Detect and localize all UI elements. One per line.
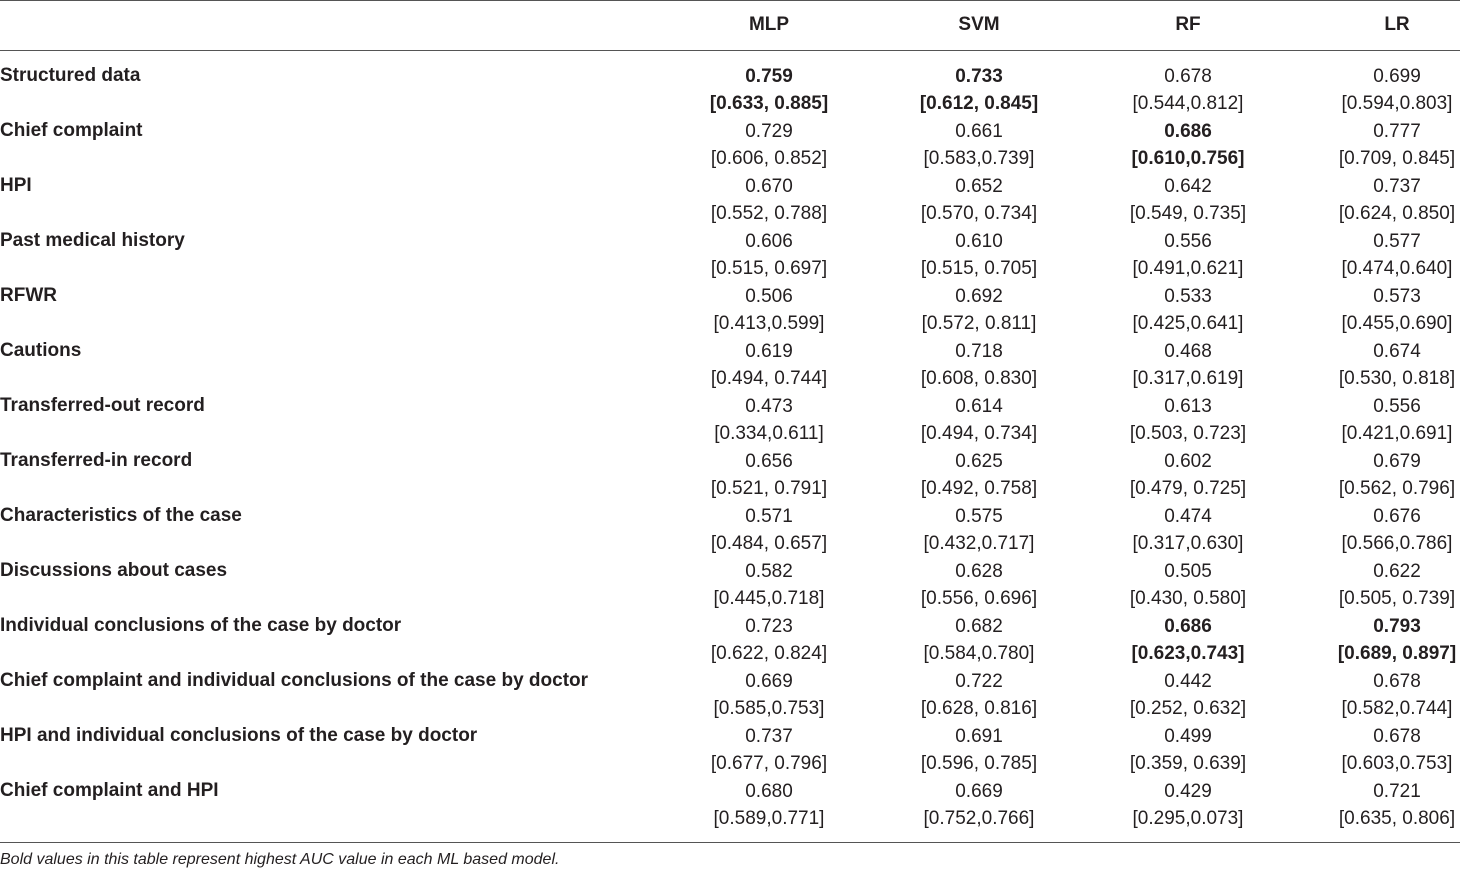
auc-value: 0.686 <box>1164 616 1212 637</box>
confidence-interval: [0.549, 0.735] <box>1129 203 1247 224</box>
confidence-interval: [0.562, 0.796] <box>1338 478 1456 499</box>
auc-value: 0.777 <box>1373 121 1421 142</box>
table-cell <box>1078 448 1298 502</box>
confidence-interval: [0.556, 0.696] <box>920 588 1038 609</box>
table-cell <box>659 338 879 392</box>
confidence-interval: [0.474,0.640] <box>1341 258 1453 279</box>
auc-value: 0.473 <box>745 396 793 417</box>
confidence-interval: [0.596, 0.785] <box>920 753 1038 774</box>
row-label: Chief complaint and HPI <box>0 780 219 801</box>
auc-value: 0.474 <box>1164 506 1212 527</box>
auc-value: 0.670 <box>745 176 793 197</box>
row-label: Discussions about cases <box>0 560 228 581</box>
auc-value: 0.759 <box>745 66 793 87</box>
table-cell <box>659 283 879 337</box>
confidence-interval: [0.552, 0.788] <box>710 203 828 224</box>
auc-value: 0.613 <box>1164 396 1212 417</box>
confidence-interval: [0.491,0.621] <box>1132 258 1244 279</box>
table-cell <box>1287 338 1460 392</box>
auc-value: 0.602 <box>1164 451 1212 472</box>
confidence-interval: [0.425,0.641] <box>1132 313 1244 334</box>
confidence-interval: [0.295,0.073] <box>1132 808 1244 829</box>
confidence-interval: [0.633, 0.885] <box>709 93 829 114</box>
auc-value: 0.622 <box>1373 561 1421 582</box>
table-cell <box>1287 228 1460 282</box>
confidence-interval: [0.608, 0.830] <box>920 368 1038 389</box>
table-cell <box>1078 118 1298 172</box>
column-header-svm: SVM <box>958 14 1000 35</box>
auc-value: 0.737 <box>1373 176 1421 197</box>
row-label: HPI and individual conclusions of the case by doctor <box>0 725 478 746</box>
row-label: HPI <box>0 175 32 196</box>
confidence-interval: [0.594,0.803] <box>1341 93 1453 114</box>
row-label: Chief complaint and individual conclusions of the case by doctor <box>0 670 589 691</box>
table-cell <box>1078 338 1298 392</box>
auc-value: 0.656 <box>745 451 793 472</box>
confidence-interval: [0.585,0.753] <box>713 698 825 719</box>
confidence-interval: [0.413,0.599] <box>713 313 825 334</box>
table-cell <box>1078 558 1298 612</box>
auc-value: 0.575 <box>955 506 1003 527</box>
table-cell <box>1078 283 1298 337</box>
table-cell <box>659 118 879 172</box>
auc-value: 0.669 <box>955 781 1003 802</box>
confidence-interval: [0.445,0.718] <box>713 588 825 609</box>
table-cell <box>1287 173 1460 227</box>
auc-value: 0.723 <box>745 616 793 637</box>
table-cell <box>869 393 1089 447</box>
table-cell <box>1287 393 1460 447</box>
table-cell <box>869 558 1089 612</box>
auc-value: 0.571 <box>745 506 793 527</box>
confidence-interval: [0.689, 0.897] <box>1337 643 1457 664</box>
auc-value: 0.721 <box>1373 781 1421 802</box>
table-cell <box>1287 558 1460 612</box>
table-cell <box>1287 668 1460 722</box>
table-cell <box>1078 173 1298 227</box>
confidence-interval: [0.572, 0.811] <box>921 313 1037 334</box>
auc-value: 0.533 <box>1164 286 1212 307</box>
table-cell <box>659 503 879 557</box>
table-cell <box>1078 228 1298 282</box>
confidence-interval: [0.494, 0.744] <box>710 368 828 389</box>
row-label: Past medical history <box>0 230 185 251</box>
table-cell <box>659 173 879 227</box>
auc-value: 0.691 <box>955 726 1003 747</box>
confidence-interval: [0.521, 0.791] <box>710 478 828 499</box>
confidence-interval: [0.752,0.766] <box>923 808 1035 829</box>
table-cell <box>1287 613 1460 667</box>
auc-value: 0.442 <box>1164 671 1212 692</box>
confidence-interval: [0.430, 0.580] <box>1129 588 1247 609</box>
auc-value: 0.628 <box>955 561 1003 582</box>
table-cell <box>659 63 879 117</box>
auc-value: 0.674 <box>1373 341 1421 362</box>
table-cell <box>659 668 879 722</box>
table-cell <box>659 778 879 832</box>
confidence-interval: [0.677, 0.796] <box>710 753 828 774</box>
confidence-interval: [0.623,0.743] <box>1131 643 1245 664</box>
auc-value: 0.556 <box>1164 231 1212 252</box>
confidence-interval: [0.252, 0.632] <box>1129 698 1247 719</box>
column-header-lr: LR <box>1384 14 1410 35</box>
row-label: Cautions <box>0 340 82 361</box>
auc-value: 0.678 <box>1373 671 1421 692</box>
table-cell <box>1078 503 1298 557</box>
confidence-interval: [0.589,0.771] <box>713 808 825 829</box>
table-cell <box>869 228 1089 282</box>
auc-value: 0.729 <box>745 121 793 142</box>
auc-value: 0.678 <box>1164 66 1212 87</box>
auc-value: 0.680 <box>745 781 793 802</box>
row-label: Transferred-out record <box>0 395 205 416</box>
auc-value: 0.582 <box>745 561 793 582</box>
table-cell <box>659 558 879 612</box>
column-header-mlp: MLP <box>748 14 790 35</box>
table-cell <box>1078 723 1298 777</box>
auc-value: 0.676 <box>1373 506 1421 527</box>
confidence-interval: [0.583,0.739] <box>923 148 1035 169</box>
confidence-interval: [0.455,0.690] <box>1341 313 1453 334</box>
table-cell <box>1287 283 1460 337</box>
auc-value: 0.577 <box>1373 231 1421 252</box>
row-label: RFWR <box>0 285 57 306</box>
confidence-interval: [0.432,0.717] <box>923 533 1035 554</box>
table-cell <box>1078 778 1298 832</box>
auc-value: 0.468 <box>1164 341 1212 362</box>
auc-value: 0.606 <box>745 231 793 252</box>
auc-value: 0.610 <box>955 231 1003 252</box>
table-cell <box>869 668 1089 722</box>
table-cell <box>1078 613 1298 667</box>
auc-value: 0.652 <box>955 176 1003 197</box>
table-cell <box>659 228 879 282</box>
table-cell <box>869 778 1089 832</box>
confidence-interval: [0.317,0.630] <box>1132 533 1244 554</box>
confidence-interval: [0.635, 0.806] <box>1338 808 1456 829</box>
confidence-interval: [0.544,0.812] <box>1132 93 1244 114</box>
table-cell <box>869 118 1089 172</box>
row-label: Transferred-in record <box>0 450 193 471</box>
auc-value: 0.793 <box>1373 616 1421 637</box>
confidence-interval: [0.503, 0.723] <box>1129 423 1247 444</box>
auc-value: 0.692 <box>955 286 1003 307</box>
confidence-interval: [0.622, 0.824] <box>710 643 828 664</box>
confidence-interval: [0.612, 0.845] <box>919 93 1039 114</box>
auc-value: 0.642 <box>1164 176 1212 197</box>
auc-value: 0.699 <box>1373 66 1421 87</box>
confidence-interval: [0.570, 0.734] <box>920 203 1038 224</box>
confidence-interval: [0.479, 0.725] <box>1129 478 1247 499</box>
confidence-interval: [0.606, 0.852] <box>710 148 828 169</box>
column-header-rf: RF <box>1175 14 1201 35</box>
table-cell <box>1287 778 1460 832</box>
confidence-interval: [0.505, 0.739] <box>1338 588 1456 609</box>
confidence-interval: [0.530, 0.818] <box>1338 368 1456 389</box>
table-cell <box>869 613 1089 667</box>
table-cell <box>1078 393 1298 447</box>
table-cell <box>1287 118 1460 172</box>
auc-value: 0.682 <box>955 616 1003 637</box>
row-label: Characteristics of the case <box>0 505 242 526</box>
row-label: Individual conclusions of the case by doctor <box>0 615 402 636</box>
confidence-interval: [0.317,0.619] <box>1132 368 1244 389</box>
auc-value: 0.661 <box>955 121 1003 142</box>
auc-value: 0.429 <box>1164 781 1212 802</box>
auc-value: 0.718 <box>955 341 1003 362</box>
confidence-interval: [0.603,0.753] <box>1341 753 1453 774</box>
table-cell <box>869 338 1089 392</box>
auc-value: 0.679 <box>1373 451 1421 472</box>
auc-value: 0.506 <box>745 286 793 307</box>
table-cell <box>1287 723 1460 777</box>
auc-value: 0.722 <box>955 671 1003 692</box>
table-cell <box>869 173 1089 227</box>
auc-value: 0.614 <box>955 396 1003 417</box>
auc-value: 0.678 <box>1373 726 1421 747</box>
auc-value: 0.573 <box>1373 286 1421 307</box>
confidence-interval: [0.515, 0.705] <box>920 258 1038 279</box>
table-cell <box>659 393 879 447</box>
confidence-interval: [0.494, 0.734] <box>920 423 1038 444</box>
confidence-interval: [0.484, 0.657] <box>710 533 828 554</box>
table-cell <box>659 723 879 777</box>
confidence-interval: [0.709, 0.845] <box>1338 148 1456 169</box>
table-bottom-rule <box>0 842 1460 843</box>
table-cell <box>1078 63 1298 117</box>
table-cell <box>1078 668 1298 722</box>
auc-value: 0.625 <box>955 451 1003 472</box>
confidence-interval: [0.628, 0.816] <box>920 698 1038 719</box>
table-cell <box>1287 503 1460 557</box>
confidence-interval: [0.624, 0.850] <box>1338 203 1456 224</box>
auc-value: 0.686 <box>1164 121 1212 142</box>
table-cell <box>869 63 1089 117</box>
table-cell <box>869 448 1089 502</box>
confidence-interval: [0.359, 0.639] <box>1129 753 1247 774</box>
table-top-rule <box>0 0 1460 1</box>
row-label: Structured data <box>0 65 141 86</box>
table-footnote: Bold values in this table represent highest AUC value in each ML based model. <box>0 851 560 868</box>
auc-value: 0.737 <box>745 726 793 747</box>
auc-value: 0.619 <box>745 341 793 362</box>
auc-value: 0.499 <box>1164 726 1212 747</box>
confidence-interval: [0.421,0.691] <box>1341 423 1453 444</box>
header-separator-rule <box>0 50 1460 51</box>
table-cell <box>1287 448 1460 502</box>
row-label: Chief complaint <box>0 120 143 141</box>
auc-value: 0.556 <box>1373 396 1421 417</box>
table-cell <box>659 613 879 667</box>
table-cell <box>1287 63 1460 117</box>
table-cell <box>659 448 879 502</box>
confidence-interval: [0.566,0.786] <box>1341 533 1453 554</box>
table-cell <box>869 503 1089 557</box>
confidence-interval: [0.515, 0.697] <box>710 258 828 279</box>
confidence-interval: [0.582,0.744] <box>1341 698 1453 719</box>
auc-value: 0.505 <box>1164 561 1212 582</box>
auc-value: 0.733 <box>955 66 1003 87</box>
confidence-interval: [0.334,0.611] <box>714 423 824 444</box>
confidence-interval: [0.492, 0.758] <box>920 478 1038 499</box>
table-cell <box>869 723 1089 777</box>
auc-value: 0.669 <box>745 671 793 692</box>
confidence-interval: [0.584,0.780] <box>923 643 1035 664</box>
confidence-interval: [0.610,0.756] <box>1131 148 1245 169</box>
table-cell <box>869 283 1089 337</box>
